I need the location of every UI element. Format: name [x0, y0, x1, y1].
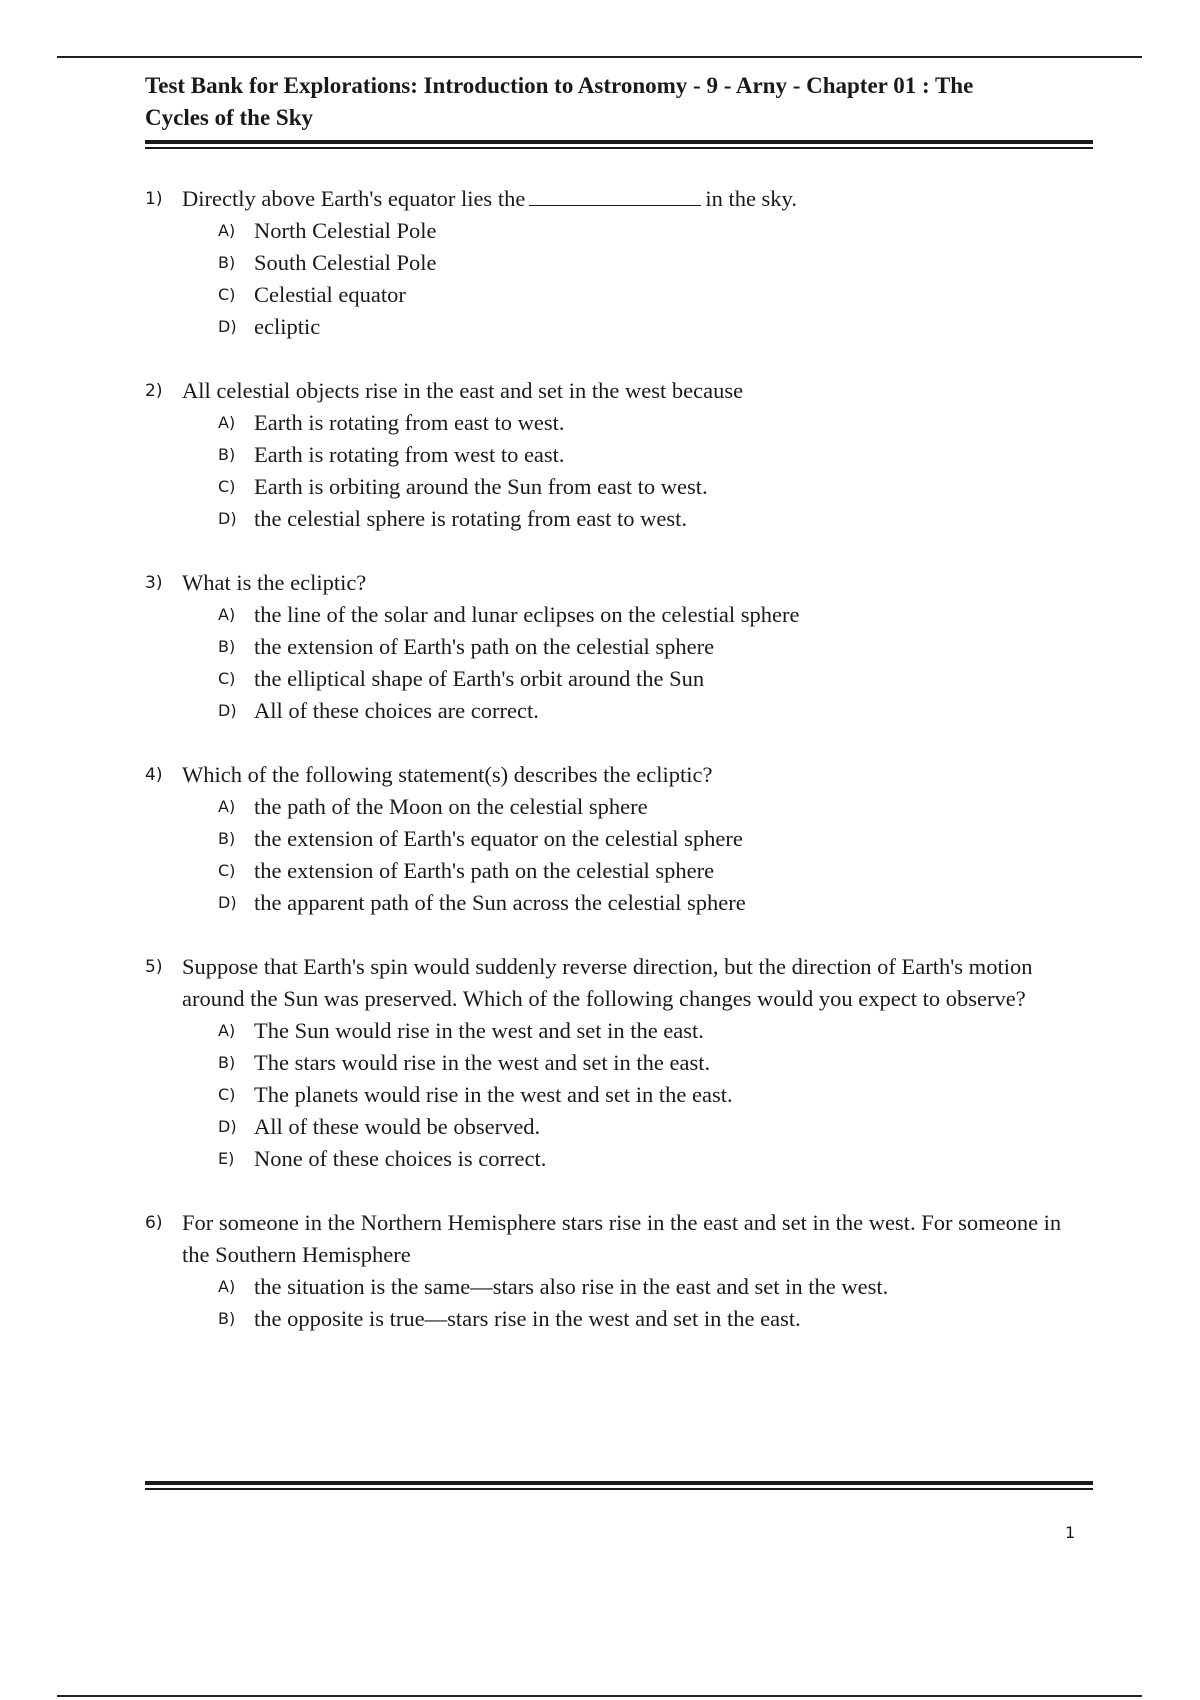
- choice-letter: D): [218, 509, 237, 528]
- choice-a: [218, 1271, 1075, 1303]
- choice-d: [218, 503, 1075, 535]
- choice-letter: D): [218, 1117, 237, 1136]
- question-text: For someone in the Northern Hemisphere stars rise in the east and set in the west. For someone in the Southern Hemisphere: [182, 1210, 1062, 1267]
- choice-text: Earth is rotating from east to west.: [254, 410, 565, 435]
- choice-letter: C): [218, 285, 236, 304]
- choice-d: [218, 1111, 1075, 1143]
- choice-c: [218, 279, 1075, 311]
- question-text: What is the ecliptic?: [182, 570, 367, 595]
- choice-text: ecliptic: [254, 314, 321, 339]
- choice-text: The Sun would rise in the west and set in the east.: [254, 1018, 704, 1043]
- choice-letter: A): [218, 1021, 236, 1040]
- question-1: [145, 183, 1075, 343]
- choice-list: [145, 791, 1075, 919]
- question-list: [145, 183, 1075, 1335]
- choice-c: [218, 663, 1075, 695]
- choice-text: Celestial equator: [254, 282, 406, 307]
- choice-letter: A): [218, 1277, 236, 1296]
- choice-letter: B): [218, 637, 236, 656]
- choice-letter: C): [218, 1085, 236, 1104]
- footer-double-rule: [145, 1481, 1093, 1490]
- choice-text: the elliptical shape of Earth's orbit around the Sun: [254, 666, 705, 691]
- choice-list: [145, 407, 1075, 535]
- question-text: Suppose that Earth's spin would suddenly reverse direction, but the direction of Earth's motion around the Sun was preserved. Which of the following changes would you expect to observe?: [182, 954, 1033, 1011]
- question-number: 5): [145, 957, 163, 977]
- question-text-after-blank: in the sky.: [705, 186, 797, 211]
- choice-text: North Celestial Pole: [254, 218, 437, 243]
- choice-text: The planets would rise in the west and set in the east.: [254, 1082, 733, 1107]
- choice-b: [218, 1303, 1075, 1335]
- choice-text: The stars would rise in the west and set in the east.: [254, 1050, 711, 1075]
- choice-e: [218, 1143, 1075, 1175]
- header-title-line-2: Cycles of the Sky: [145, 105, 314, 130]
- choice-c: [218, 1079, 1075, 1111]
- fill-in-blank: [529, 185, 701, 206]
- choice-text: Earth is rotating from west to east.: [254, 442, 565, 467]
- choice-b: [218, 247, 1075, 279]
- choice-letter: B): [218, 253, 236, 272]
- question-5: [145, 951, 1075, 1175]
- question-spacer: [145, 535, 1075, 567]
- choice-a: [218, 407, 1075, 439]
- choice-d: [218, 887, 1075, 919]
- choice-c: [218, 855, 1075, 887]
- choice-c: [218, 471, 1075, 503]
- choice-text: the line of the solar and lunar eclipses on the celestial sphere: [254, 602, 800, 627]
- choice-list: [145, 1271, 1075, 1335]
- choice-letter: C): [218, 669, 236, 688]
- question-number: 2): [145, 381, 163, 401]
- choice-a: [218, 1015, 1075, 1047]
- question-number: 1): [145, 189, 163, 209]
- question-spacer: [145, 343, 1075, 375]
- choice-text: All of these choices are correct.: [254, 698, 539, 723]
- choice-letter: A): [218, 797, 236, 816]
- choice-letter: D): [218, 317, 237, 336]
- document-header: [145, 70, 1090, 134]
- choice-b: [218, 823, 1075, 855]
- choice-letter: B): [218, 445, 236, 464]
- question-4: [145, 759, 1075, 919]
- choice-letter: C): [218, 861, 236, 880]
- choice-a: [218, 599, 1075, 631]
- choice-text: the extension of Earth's path on the celestial sphere: [254, 858, 715, 883]
- page-bottom-border: [57, 1695, 1142, 1697]
- page-number: 1: [1065, 1523, 1076, 1542]
- header-title-line-1: Test Bank for Explorations: Introduction to Astronomy - 9 - Arny - Chapter 01 : The: [145, 73, 974, 98]
- choice-letter: B): [218, 829, 236, 848]
- choice-letter: D): [218, 701, 237, 720]
- page-top-border: [57, 56, 1142, 58]
- question-spacer: [145, 727, 1075, 759]
- choice-text: the opposite is true—stars rise in the west and set in the east.: [254, 1306, 801, 1331]
- question-number: 4): [145, 765, 163, 785]
- choice-a: [218, 215, 1075, 247]
- header-double-rule: [145, 140, 1093, 149]
- choice-letter: B): [218, 1053, 236, 1072]
- question-2: [145, 375, 1075, 535]
- question-number: 6): [145, 1213, 163, 1233]
- choice-text: the path of the Moon on the celestial sphere: [254, 794, 648, 819]
- choice-b: [218, 631, 1075, 663]
- choice-letter: A): [218, 221, 236, 240]
- choice-b: [218, 1047, 1075, 1079]
- choice-letter: C): [218, 477, 236, 496]
- question-spacer: [145, 919, 1075, 951]
- choice-d: [218, 695, 1075, 727]
- choice-d: [218, 311, 1075, 343]
- choice-letter: A): [218, 413, 236, 432]
- choice-text: Earth is orbiting around the Sun from east to west.: [254, 474, 708, 499]
- choice-letter: A): [218, 605, 236, 624]
- question-text: All celestial objects rise in the east and set in the west because: [182, 378, 744, 403]
- choice-letter: E): [218, 1149, 235, 1168]
- choice-text: the situation is the same—stars also rise in the east and set in the west.: [254, 1274, 889, 1299]
- choice-text: the extension of Earth's equator on the celestial sphere: [254, 826, 743, 851]
- choice-list: [145, 599, 1075, 727]
- choice-text: the extension of Earth's path on the celestial sphere: [254, 634, 715, 659]
- question-text-before-blank: Directly above Earth's equator lies the: [182, 186, 526, 211]
- choice-a: [218, 791, 1075, 823]
- choice-text: the apparent path of the Sun across the celestial sphere: [254, 890, 746, 915]
- choice-letter: D): [218, 893, 237, 912]
- question-spacer: [145, 1175, 1075, 1207]
- choice-text: South Celestial Pole: [254, 250, 437, 275]
- question-number: 3): [145, 573, 163, 593]
- choice-letter: B): [218, 1309, 236, 1328]
- question-6: [145, 1207, 1075, 1335]
- choice-text: None of these choices is correct.: [254, 1146, 547, 1171]
- choice-list: [145, 215, 1075, 343]
- choice-text: All of these would be observed.: [254, 1114, 541, 1139]
- question-text: Which of the following statement(s) describes the ecliptic?: [182, 762, 713, 787]
- choice-b: [218, 439, 1075, 471]
- question-3: [145, 567, 1075, 727]
- choice-text: the celestial sphere is rotating from east to west.: [254, 506, 687, 531]
- question-text: [182, 183, 1075, 215]
- choice-list: [145, 1015, 1075, 1175]
